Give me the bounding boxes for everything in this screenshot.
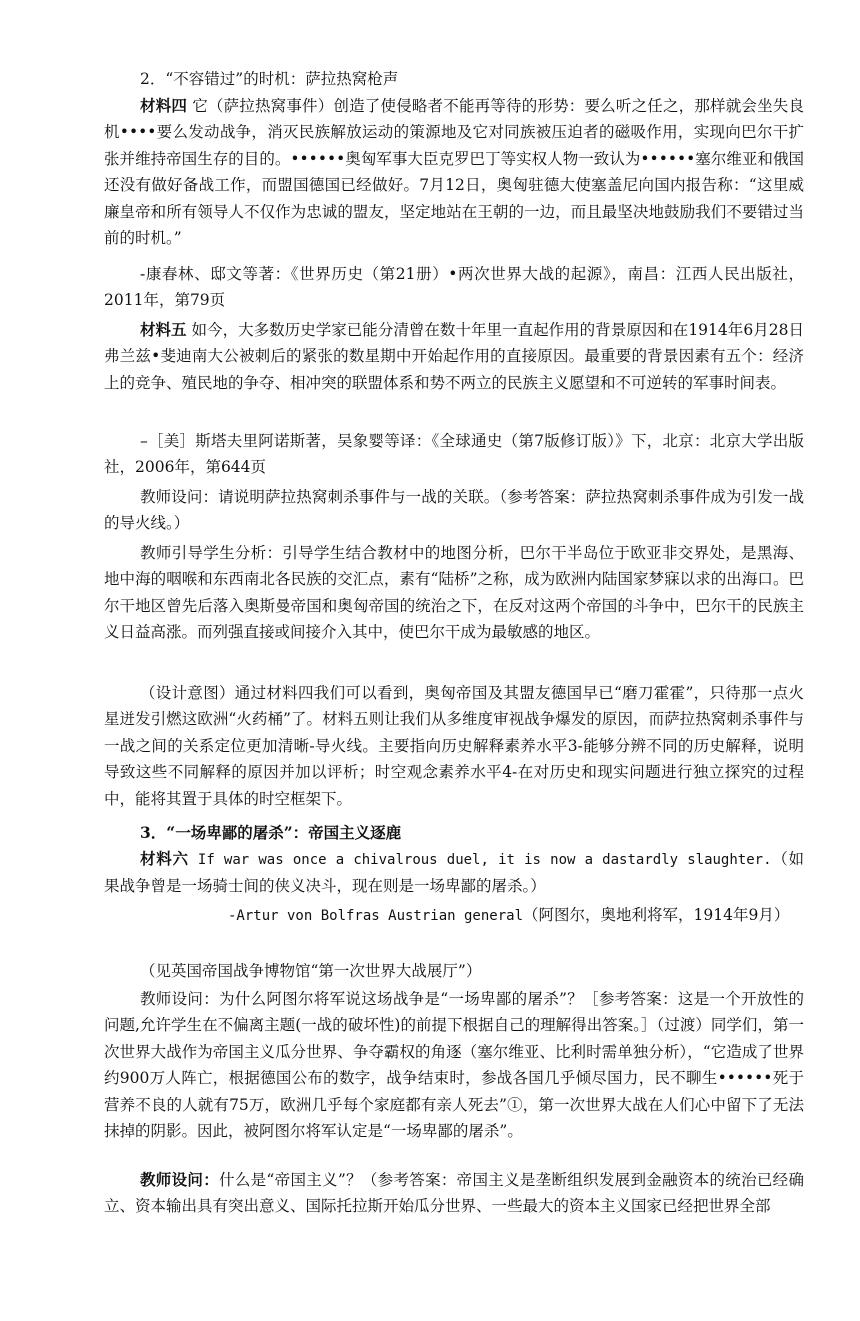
material-5: [104, 317, 804, 396]
teacher-question-3-label: 教师设问：: [140, 1170, 220, 1189]
material-6: [104, 846, 804, 900]
teacher-question-3: [104, 1167, 804, 1220]
material-4-label: 材料四: [140, 96, 188, 115]
material-6-quote-en: If war was once a chivalrous duel, it is now a dastardly slaughter.: [188, 852, 772, 868]
design-intent: （设计意图）通过材料四我们可以看到，奥匈帝国及其盟友德国早已“磨刀霍霍”，只待那一点火星迸发引燃这欧洲“火药桶”了。材料五则让我们从多维度审视战争爆发的原因，而萨拉热窝刺杀事件与一战之间的关系定位更加清晰-导火线。主要指向历史解释素养水平3-能够分辨不同的历史解释，说明导致这些不同解释的原因并加以评析；时空观念素养水平4-在对历史和现实问题进行独立探究的过程中，能将其置于具体的时空框架下。: [104, 684, 804, 808]
material-6-source-cn: （阿图尔，奥地利将军，1914年9月）: [523, 906, 790, 924]
section-2-heading: 2．“不容错过”的时机：萨拉热窝枪声: [140, 70, 399, 88]
material-4-text: 它（萨拉热窝事件）创造了使侵略者不能再等待的形势：要么听之任之，那样就会坐失良机••••要么发动战争，消灭民族解放运动的策源地及它对同族被压迫者的磁吸作用，实现向巴尔干扩张并维持帝国生存的目的。••••••奥匈军事大臣克罗巴丁等实权人物一致认为••••••塞尔维亚和俄国还没有做好备战工作，而盟国德国已经做好。7月12日，奥匈驻德大使塞盖尼向国内报告称：“这里威廉皇帝和所有领导人不仅作为忠诚的盟友，坚定地站在王朝的一边，而且最坚决地鼓励我们不要错过当前的时机。”: [104, 97, 804, 248]
teacher-question-1: 教师设问：请说明萨拉热窝刺杀事件与一战的关联。（参考答案：萨拉热窝刺杀事件成为引发一战的导火线。）: [104, 488, 804, 533]
material-5-text: 如今，大多数历史学家已能分清曾在数十年里一直起作用的背景原因和在1914年6月28日弗兰兹•斐迪南大公被刺后的紧张的数星期中开始起作用的直接原因。最重要的背景因素有五个：经济上的竞争、殖民地的争夺、相冲突的联盟体系和势不两立的民族主义愿望和不可逆转的军事时间表。: [104, 321, 804, 392]
material-4: [104, 93, 804, 251]
teacher-question-2: 教师设问：为什么阿图尔将军说这场战争是“一场卑鄙的屠杀”？［参考答案：这是一个开放性的问题,允许学生在不偏离主题(一战的破坏性)的前提下根据自己的理解得出答案。］（过渡）同学们，第一次世界大战作为帝国主义瓜分世界、争夺霸权的角逐（塞尔维亚、比利时需单独分析），“它造成了世界约900万人阵亡，根据德国公布的数字，战争结束时，参战各国几乎倾尽国力，民不聊生••••••死于营养不良的人就有75万，欧洲几乎每个家庭都有亲人死去”①，第一次世界大战在人们心中留下了无法抹掉的阴影。因此，被阿图尔将军认定是“一场卑鄙的屠杀”。: [104, 990, 804, 1141]
material-6-museum: （见英国帝国战争博物馆“第一次世界大战展厅”）: [140, 962, 482, 980]
material-6-source-en: -Artur von Bolfras Austrian general: [228, 908, 524, 924]
teacher-question-3-text: 什么是“帝国主义”？（参考答案：帝国主义是垄断组织发展到金融资本的统治已经确立、资本输出具有突出意义、国际托拉斯开始瓜分世界、一些最大的资本主义国家已经把世界全部: [104, 1171, 804, 1216]
material-5-label: 材料五: [140, 320, 187, 339]
section-3-heading: 3．“一场卑鄙的屠杀”：帝国主义逐鹿: [140, 823, 402, 842]
material-6-quote-cn: （如果战争曾是一场骑士间的侠义决斗，现在则是一场卑鄙的屠杀。）: [104, 850, 804, 896]
material-5-source: –［美］斯塔夫里阿诺斯著，吴象婴等译：《全球通史（第7版修订版）》下，北京：北京大学出版社，2006年，第644页: [104, 432, 804, 477]
material-6-label: 材料六: [140, 849, 189, 868]
material-4-source: -康春林、邸文等著：《世界历史（第21册）•两次世界大战的起源》，南昌：江西人民出版社，2011年，第79页: [104, 265, 804, 310]
teacher-guide: 教师引导学生分析：引导学生结合教材中的地图分析，巴尔干半岛位于欧亚非交界处，是黑海、地中海的咽喉和东西南北各民族的交汇点，素有“陆桥”之称，成为欧洲内陆国家梦寐以求的出海口。巴尔干地区曾先后落入奥斯曼帝国和奥匈帝国的统治之下，在反对这两个帝国的斗争中，巴尔干的民族主义日益高涨。而列强直接或间接介入其中，使巴尔干成为最敏感的地区。: [104, 544, 804, 642]
material-6-source: [104, 902, 804, 929]
